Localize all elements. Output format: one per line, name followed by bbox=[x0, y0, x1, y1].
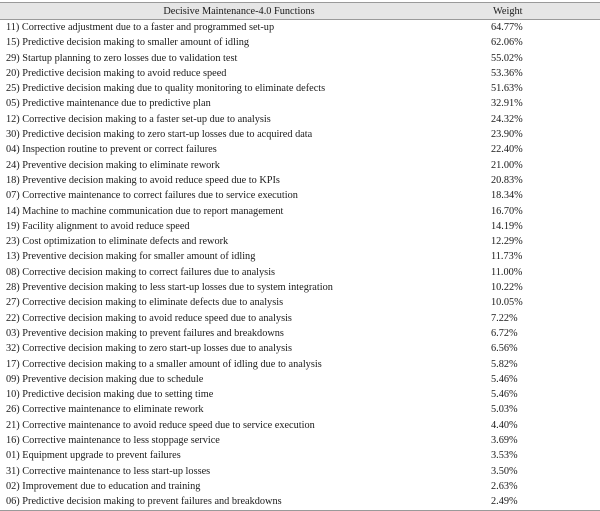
function-cell: 23) Cost optimization to eliminate defects and rework bbox=[6, 236, 229, 248]
weight-cell: 21.00% bbox=[491, 159, 523, 171]
weight-cell: 22.40% bbox=[491, 144, 523, 156]
weight-cell: 2.49% bbox=[474, 494, 600, 510]
table-row bbox=[0, 204, 600, 219]
table-header-row bbox=[0, 3, 600, 20]
header-functions: Decisive Maintenance-4.0 Functions bbox=[0, 3, 474, 20]
table-row bbox=[0, 265, 600, 280]
weight-cell: 64.77% bbox=[491, 22, 523, 33]
weight-cell: 18.34% bbox=[491, 190, 523, 202]
function-cell: 28) Preventive decision making to less start-up losses due to system integration bbox=[6, 282, 333, 294]
function-cell: 31) Corrective maintenance to less start-up losses bbox=[6, 465, 211, 477]
function-cell: 30) Predictive decision making to zero start-up losses due to acquired data bbox=[6, 129, 313, 141]
function-cell: 08) Corrective decision making to correct failures due to analysis bbox=[6, 266, 276, 278]
weight-cell: 5.46% bbox=[491, 373, 518, 385]
weight-cell: 20.83% bbox=[491, 174, 523, 186]
weight-cell: 10.05% bbox=[491, 297, 523, 309]
weight-cell: 6.72% bbox=[491, 327, 518, 339]
function-cell: 01) Equipment upgrade to prevent failures bbox=[6, 450, 181, 462]
weight-cell: 14.19% bbox=[491, 220, 523, 232]
function-cell: 15) Predictive decision making to smaller amount of idling bbox=[6, 37, 250, 49]
function-cell: 21) Corrective maintenance to avoid reduce speed due to service execution bbox=[6, 419, 315, 431]
function-cell: 13) Preventive decision making for smaller amount of idling bbox=[6, 251, 256, 263]
table-row bbox=[0, 295, 600, 310]
weight-cell: 24.32% bbox=[491, 113, 523, 125]
weight-cell: 11.00% bbox=[491, 266, 523, 278]
function-cell: 25) Predictive decision making due to quality monitoring to eliminate defects bbox=[6, 83, 326, 95]
function-cell: 02) Improvement due to education and training bbox=[6, 480, 201, 492]
table-row bbox=[0, 341, 600, 356]
function-cell: 09) Preventive decision making due to schedule bbox=[6, 373, 204, 385]
function-cell: 06) Predictive decision making to prevent failures and breakdowns bbox=[0, 494, 474, 510]
header-weight: Weight bbox=[474, 3, 600, 20]
weight-cell: 6.56% bbox=[491, 343, 518, 355]
table-body bbox=[0, 20, 600, 511]
table-row bbox=[0, 35, 600, 50]
weight-cell: 62.06% bbox=[491, 37, 523, 49]
table-row bbox=[0, 51, 600, 66]
function-cell: 04) Inspection routine to prevent or correct failures bbox=[6, 144, 217, 156]
table-row bbox=[0, 326, 600, 341]
function-cell: 22) Corrective decision making to avoid reduce speed due to analysis bbox=[6, 312, 292, 324]
table-row bbox=[0, 418, 600, 433]
weight-cell: 3.69% bbox=[491, 435, 518, 447]
table-row bbox=[0, 173, 600, 188]
function-cell: 27) Corrective decision making to eliminate defects due to analysis bbox=[6, 297, 284, 309]
table-row bbox=[0, 249, 600, 264]
table-row bbox=[0, 158, 600, 173]
weight-cell: 2.63% bbox=[491, 480, 518, 492]
table-row bbox=[0, 387, 600, 402]
weight-cell: 10.22% bbox=[491, 282, 523, 294]
table-row bbox=[0, 219, 600, 234]
function-cell: 16) Corrective maintenance to less stoppage service bbox=[6, 435, 220, 447]
table-row bbox=[0, 96, 600, 111]
table-row bbox=[0, 66, 600, 81]
weight-cell: 55.02% bbox=[491, 52, 523, 64]
function-cell: 19) Facility alignment to avoid reduce speed bbox=[6, 220, 190, 232]
weight-cell: 53.36% bbox=[491, 67, 523, 79]
table-row bbox=[0, 234, 600, 249]
weight-cell: 16.70% bbox=[491, 205, 523, 217]
table-row bbox=[0, 357, 600, 372]
table-row bbox=[0, 402, 600, 417]
function-cell: 14) Machine to machine communication due to report management bbox=[6, 205, 284, 217]
weight-cell: 23.90% bbox=[491, 129, 523, 141]
table-row bbox=[0, 311, 600, 326]
function-cell: 05) Predictive maintenance due to predictive plan bbox=[6, 98, 211, 110]
weight-cell: 12.29% bbox=[491, 236, 523, 248]
weight-cell: 5.82% bbox=[491, 358, 518, 370]
table-row bbox=[0, 112, 600, 127]
weight-cell: 5.46% bbox=[491, 389, 518, 401]
function-cell: 29) Startup planning to zero losses due to validation test bbox=[6, 52, 238, 64]
function-cell: 26) Corrective maintenance to eliminate rework bbox=[6, 404, 204, 416]
weight-cell: 7.22% bbox=[491, 312, 518, 324]
function-cell: 32) Corrective decision making to zero start-up losses due to analysis bbox=[6, 343, 292, 355]
function-cell: 07) Corrective maintenance to correct failures due to service execution bbox=[6, 190, 298, 202]
weight-cell: 51.63% bbox=[491, 83, 523, 95]
weight-cell: 32.91% bbox=[491, 98, 523, 110]
table-row bbox=[0, 81, 600, 96]
table-row bbox=[0, 464, 600, 479]
table-row bbox=[0, 448, 600, 463]
table-row bbox=[0, 142, 600, 157]
function-cell: 18) Preventive decision making to avoid reduce speed due to KPIs bbox=[6, 174, 280, 186]
function-cell: 11) Corrective adjustment due to a faster and programmed set-up bbox=[6, 22, 275, 33]
table-row bbox=[0, 494, 600, 510]
table-row bbox=[0, 280, 600, 295]
function-cell: 24) Preventive decision making to eliminate rework bbox=[6, 159, 220, 171]
table-row bbox=[0, 372, 600, 387]
function-cell: 03) Preventive decision making to prevent failures and breakdowns bbox=[6, 327, 284, 339]
weight-cell: 3.50% bbox=[491, 465, 518, 477]
table-row bbox=[0, 20, 600, 36]
weight-cell: 3.53% bbox=[491, 450, 518, 462]
function-cell: 20) Predictive decision making to avoid reduce speed bbox=[6, 67, 227, 79]
function-cell: 17) Corrective decision making to a smaller amount of idling due to analysis bbox=[6, 358, 322, 370]
weight-cell: 11.73% bbox=[491, 251, 523, 263]
function-cell: 12) Corrective decision making to a faster set-up due to analysis bbox=[6, 113, 271, 125]
table-row bbox=[0, 127, 600, 142]
table-row bbox=[0, 479, 600, 494]
table-row bbox=[0, 433, 600, 448]
weight-cell: 5.03% bbox=[491, 404, 518, 416]
functions-weight-table bbox=[0, 2, 600, 511]
weight-cell: 4.40% bbox=[491, 419, 518, 431]
table-row bbox=[0, 188, 600, 203]
function-cell: 10) Predictive decision making due to setting time bbox=[6, 389, 214, 401]
